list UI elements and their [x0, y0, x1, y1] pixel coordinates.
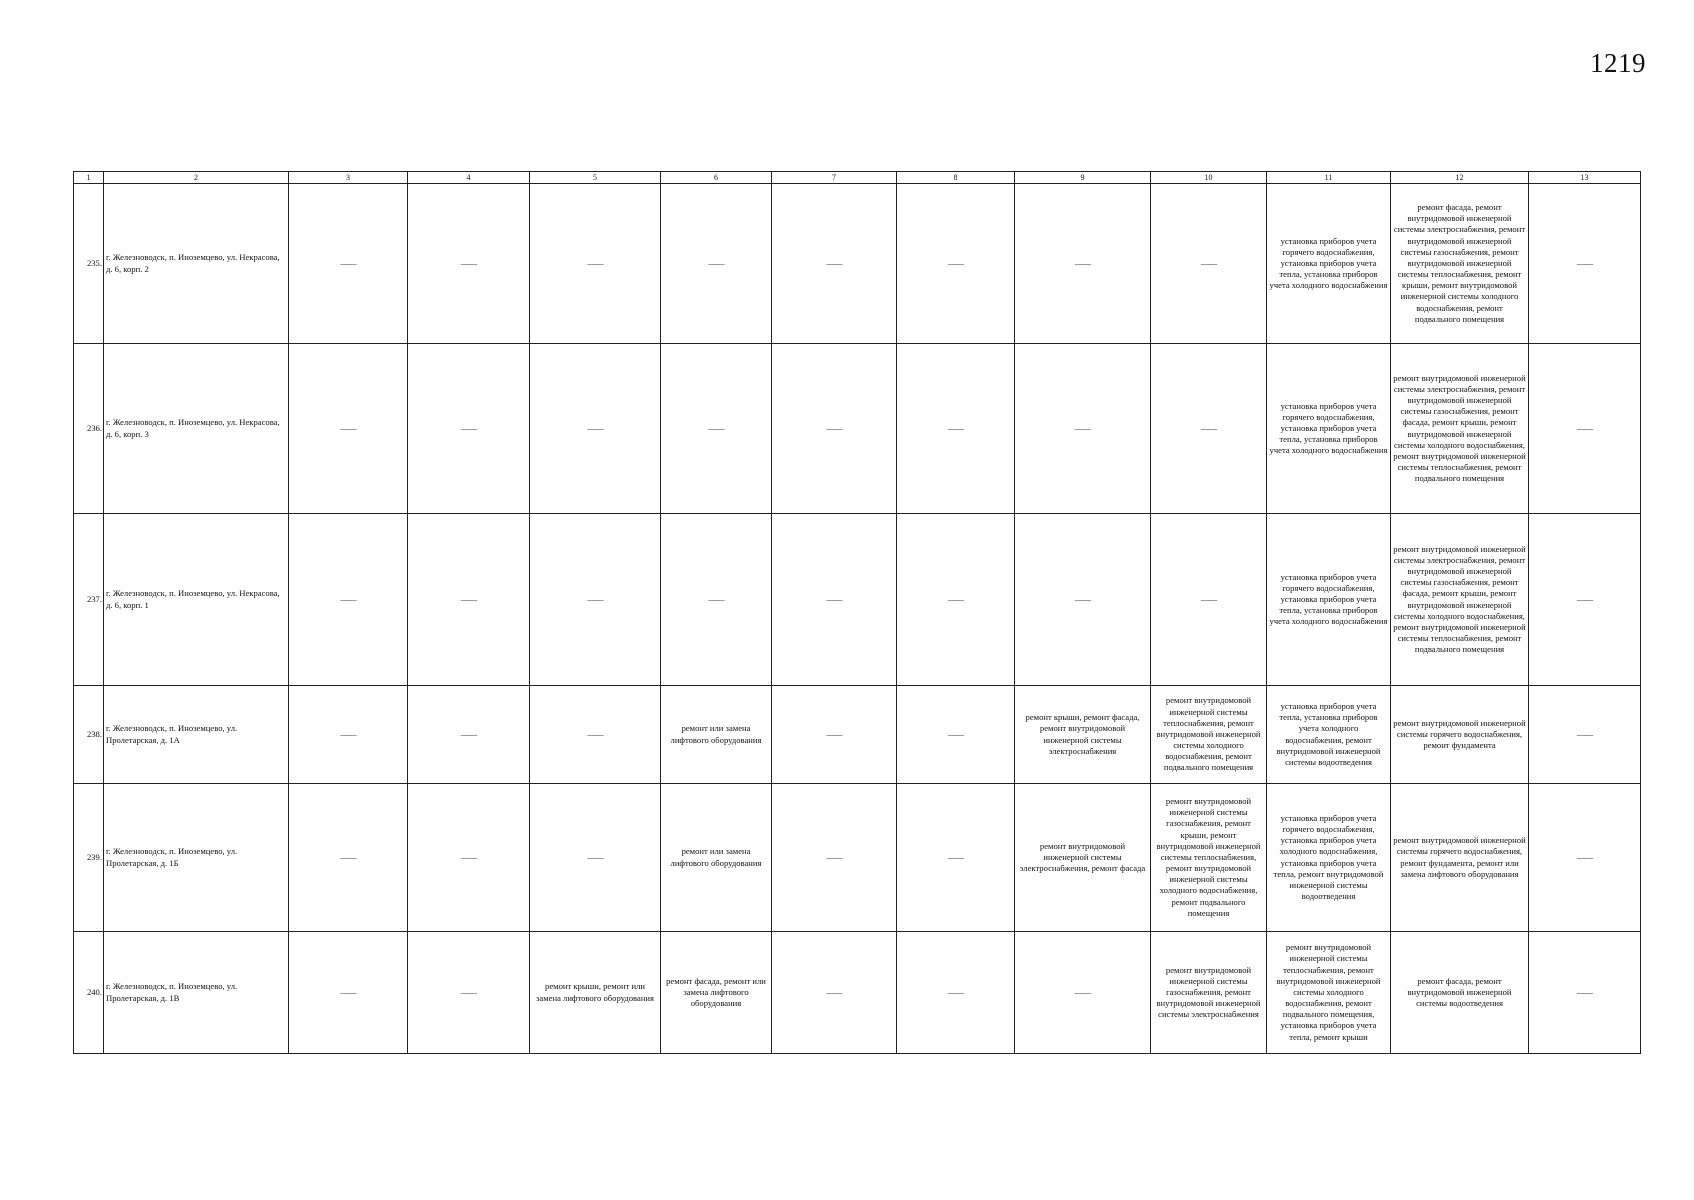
- table-cell: ремонт внутридомовой инженерной системы газоснабжения, ремонт внутридомовой инженерной системы электроснабжения: [1151, 932, 1267, 1054]
- table-cell: ——: [408, 686, 530, 784]
- column-header: 1: [74, 172, 104, 184]
- table-cell: ремонт или замена лифтового оборудования: [661, 686, 772, 784]
- table-cell: установка приборов учета тепла, установка приборов учета холодного водоснабжения, ремонт внутридомовой инженерной системы водоотведения: [1267, 686, 1391, 784]
- table-cell: ——: [1529, 784, 1641, 932]
- table-cell: ——: [408, 514, 530, 686]
- row-number: 237.: [74, 514, 104, 686]
- table-cell: ——: [772, 184, 897, 344]
- table-cell: ——: [772, 514, 897, 686]
- table-cell: ——: [772, 344, 897, 514]
- table-cell: ——: [289, 784, 408, 932]
- table-cell: ——: [289, 932, 408, 1054]
- column-header: 9: [1015, 172, 1151, 184]
- table-cell: ——: [897, 184, 1015, 344]
- table-cell: ——: [289, 184, 408, 344]
- table-cell: ремонт внутридомовой инженерной системы электроснабжения, ремонт внутридомовой инженерной системы газоснабжения, ремонт фасада, ремонт крыши, ремонт внутридомовой инженерной системы холодного водоснабжения, ремонт внутридомовой инженерной системы теплоснабжения, ремонт подвального помещения: [1391, 514, 1529, 686]
- column-header: 11: [1267, 172, 1391, 184]
- table-cell: ремонт внутридомовой инженерной системы горячего водоснабжения, ремонт фундамента: [1391, 686, 1529, 784]
- table-cell: ——: [897, 932, 1015, 1054]
- table-cell: ——: [661, 344, 772, 514]
- table-cell: ——: [530, 686, 661, 784]
- address-cell: г. Железноводск, п. Иноземцево, ул. Некрасова, д. 6, корп. 2: [104, 184, 289, 344]
- table-cell: ——: [1015, 932, 1151, 1054]
- table-cell: ——: [1529, 344, 1641, 514]
- table-cell: ремонт фасада, ремонт или замена лифтового оборудования: [661, 932, 772, 1054]
- table-cell: установка приборов учета горячего водоснабжения, установка приборов учета тепла, установка приборов учета холодного водоснабжения: [1267, 184, 1391, 344]
- table-cell: ——: [897, 344, 1015, 514]
- row-number: 240.: [74, 932, 104, 1054]
- table-cell: ——: [897, 784, 1015, 932]
- table-cell: ——: [1529, 686, 1641, 784]
- table-cell: ——: [1529, 184, 1641, 344]
- column-header: 2: [104, 172, 289, 184]
- table-cell: ——: [772, 932, 897, 1054]
- table-cell: ——: [897, 686, 1015, 784]
- table-cell: установка приборов учета горячего водоснабжения, установка приборов учета холодного водоснабжения, установка приборов учета тепла, ремонт внутридомовой инженерной системы водоотведения: [1267, 784, 1391, 932]
- column-header: 8: [897, 172, 1015, 184]
- table-cell: ——: [530, 184, 661, 344]
- table-cell: ——: [408, 184, 530, 344]
- table-row: [74, 184, 1641, 344]
- table-cell: ——: [897, 514, 1015, 686]
- table-cell: ——: [408, 784, 530, 932]
- column-header: 12: [1391, 172, 1529, 184]
- table-cell: ремонт внутридомовой инженерной системы электроснабжения, ремонт внутридомовой инженерной системы газоснабжения, ремонт фасада, ремонт крыши, ремонт внутридомовой инженерной системы холодного водоснабжения, ремонт внутридомовой инженерной системы теплоснабжения, ремонт подвального помещения: [1391, 344, 1529, 514]
- table-row: [74, 514, 1641, 686]
- row-number: 239.: [74, 784, 104, 932]
- table-cell: ——: [289, 344, 408, 514]
- table-cell: ——: [1529, 932, 1641, 1054]
- address-cell: г. Железноводск, п. Иноземцево, ул. Некрасова, д. 6, корп. 1: [104, 514, 289, 686]
- page-number: 1219: [1590, 48, 1646, 78]
- table-cell: ——: [1529, 514, 1641, 686]
- table-cell: ——: [530, 514, 661, 686]
- address-cell: г. Железноводск, п. Иноземцево, ул. Пролетарская, д. 1Б: [104, 784, 289, 932]
- table-cell: ремонт крыши, ремонт или замена лифтового оборудования: [530, 932, 661, 1054]
- table-cell: ——: [1015, 514, 1151, 686]
- table-cell: установка приборов учета горячего водоснабжения, установка приборов учета тепла, установка приборов учета холодного водоснабжения: [1267, 514, 1391, 686]
- table-cell: ремонт внутридомовой инженерной системы горячего водоснабжения, ремонт фундамента, ремонт или замена лифтового оборудования: [1391, 784, 1529, 932]
- table-cell: ——: [289, 514, 408, 686]
- table-cell: ——: [530, 344, 661, 514]
- table-cell: ремонт внутридомовой инженерной системы газоснабжения, ремонт крыши, ремонт внутридомовой инженерной системы теплоснабжения, ремонт внутридомовой инженерной системы холодного водоснабжения, ремонт подвального помещения: [1151, 784, 1267, 932]
- table-cell: ——: [1151, 184, 1267, 344]
- table-cell: ——: [408, 932, 530, 1054]
- table-cell: ——: [408, 344, 530, 514]
- table-cell: ——: [661, 184, 772, 344]
- table-cell: ремонт внутридомовой инженерной системы теплоснабжения, ремонт внутридомовой инженерной системы холодного водоснабжения, ремонт подвального помещения, установка приборов учета тепла, ремонт крыши: [1267, 932, 1391, 1054]
- table-cell: ремонт внутридомовой инженерной системы теплоснабжения, ремонт внутридомовой инженерной системы холодного водоснабжения, ремонт подвального помещения: [1151, 686, 1267, 784]
- table-row: [74, 686, 1641, 784]
- address-cell: г. Железноводск, п. Иноземцево, ул. Пролетарская, д. 1А: [104, 686, 289, 784]
- column-header: 4: [408, 172, 530, 184]
- table-cell: ——: [289, 686, 408, 784]
- table-cell: ремонт фасада, ремонт внутридомовой инженерной системы водоотведения: [1391, 932, 1529, 1054]
- column-header: 7: [772, 172, 897, 184]
- table-cell: ——: [530, 784, 661, 932]
- table-cell: ремонт внутридомовой инженерной системы электроснабжения, ремонт фасада: [1015, 784, 1151, 932]
- row-number: 238.: [74, 686, 104, 784]
- table-cell: ——: [1151, 344, 1267, 514]
- table-cell: ——: [661, 514, 772, 686]
- table-row: [74, 344, 1641, 514]
- column-header: 13: [1529, 172, 1641, 184]
- table-cell: установка приборов учета горячего водоснабжения, установка приборов учета тепла, установка приборов учета холодного водоснабжения: [1267, 344, 1391, 514]
- table-cell: ремонт или замена лифтового оборудования: [661, 784, 772, 932]
- address-cell: г. Железноводск, п. Иноземцево, ул. Пролетарская, д. 1В: [104, 932, 289, 1054]
- address-cell: г. Железноводск, п. Иноземцево, ул. Некрасова, д. 6, корп. 3: [104, 344, 289, 514]
- row-number: 236.: [74, 344, 104, 514]
- column-number-row: [74, 172, 1641, 184]
- table-cell: ——: [1151, 514, 1267, 686]
- column-header: 6: [661, 172, 772, 184]
- capital-repair-table: [73, 171, 1641, 1054]
- table-cell: ——: [1015, 184, 1151, 344]
- column-header: 5: [530, 172, 661, 184]
- table-row: [74, 784, 1641, 932]
- table-cell: ремонт крыши, ремонт фасада, ремонт внутридомовой инженерной системы электроснабжения: [1015, 686, 1151, 784]
- table-cell: ——: [772, 784, 897, 932]
- table-cell: ремонт фасада, ремонт внутридомовой инженерной системы электроснабжения, ремонт внутридомовой инженерной системы газоснабжения, ремонт внутридомовой инженерной системы теплоснабжения, ремонт крыши, ремонт внутридомовой инженерной системы холодного водоснабжения, ремонт подвального помещения: [1391, 184, 1529, 344]
- row-number: 235.: [74, 184, 104, 344]
- table-cell: ——: [772, 686, 897, 784]
- table-row: [74, 932, 1641, 1054]
- column-header: 3: [289, 172, 408, 184]
- table-cell: ——: [1015, 344, 1151, 514]
- column-header: 10: [1151, 172, 1267, 184]
